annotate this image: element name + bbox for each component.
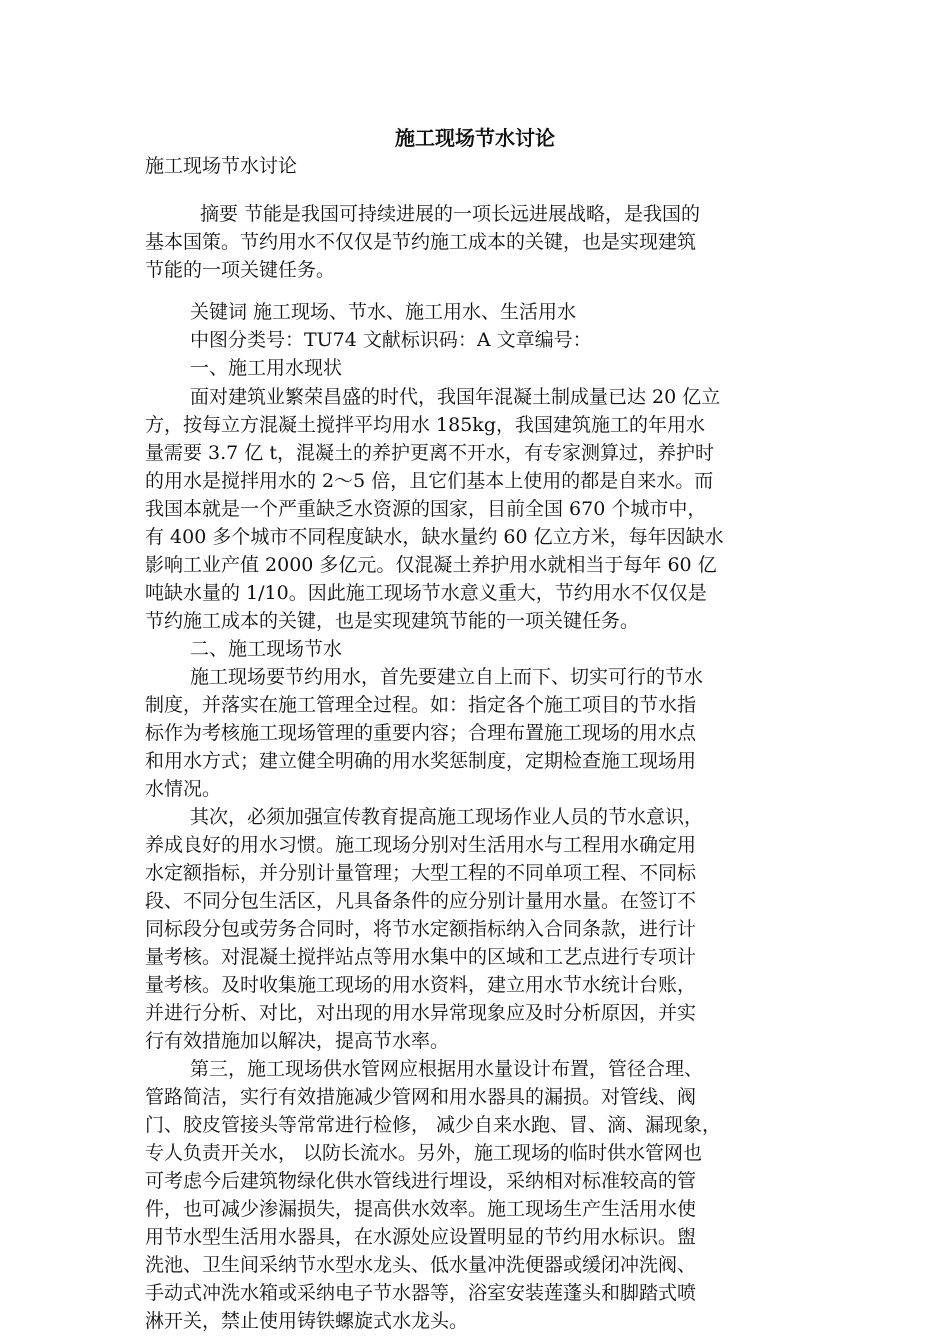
document-title: 施工现场节水讨论 <box>395 126 555 150</box>
paragraph-line: 吨缺水量的 1/10。因此施工现场节水意义重大，节约用水不仅仅是 <box>145 582 707 604</box>
paragraph-line: 节约施工成本的关键，也是实现建筑节能的一项关键任务。 <box>145 610 640 632</box>
paragraph-line: 可考虑今后建筑物绿化供水管线进行埋设，采纳相对标准较高的管 <box>145 1170 697 1192</box>
paragraph-line: 专人负责开关水， 以防长流水。另外，施工现场的临时供水管网也 <box>145 1142 703 1164</box>
paragraph-line: 节能的一项关键任务。 <box>145 259 336 281</box>
paragraph-line: 有 400 多个城市不同程度缺水，缺水量约 60 亿立方米，每年因缺水 <box>145 526 724 548</box>
paragraph-line: 影响工业产值 2000 多亿元。仅混凝土养护用水就相当于每年 60 亿 <box>145 554 717 576</box>
paragraph-line: 摘要 节能是我国可持续进展的一项长远进展战略，是我国的 <box>200 203 701 225</box>
paragraph-line: 量考核。及时收集施工现场的用水资料，建立用水节水统计台账， <box>145 974 697 996</box>
paragraph-line: 基本国策。节约用水不仅仅是节约施工成本的关键，也是实现建筑 <box>145 231 697 253</box>
paragraph-line: 面对建筑业繁荣昌盛的时代，我国年混凝土制成量已达 20 亿立 <box>190 386 721 408</box>
paragraph-line: 养成良好的用水习惯。施工现场分别对生活用水与工程用水确定用 <box>145 834 697 856</box>
paragraph-line: 施工现场要节约用水，首先要建立自上而下、切实可行的节水 <box>190 666 704 688</box>
paragraph-line: 一、施工用水现状 <box>190 357 343 379</box>
paragraph-line: 量考核。对混凝土搅拌站点等用水集中的区域和工艺点进行专项计 <box>145 946 697 968</box>
paragraph-line: 制度，并落实在施工管理全过程。如：指定各个施工项目的节水指 <box>145 694 697 716</box>
paragraph-line: 段、不同分包生活区，凡具备条件的应分别计量用水量。在签订不 <box>145 890 697 912</box>
paragraph-line: 的用水是搅拌用水的 2～5 倍，且它们基本上使用的都是自来水。而 <box>145 470 714 492</box>
paragraph-line: 二、施工现场节水 <box>190 638 343 660</box>
paragraph-line: 管路简洁，实行有效措施减少管网和用水器具的漏损。对管线、阀 <box>145 1086 697 1108</box>
paragraph-line: 方，按每立方混凝土搅拌平均用水 185kg，我国建筑施工的年用水 <box>145 414 705 436</box>
paragraph-line: 手动式冲洗水箱或采纳电子节水器等，浴室安装莲蓬头和脚踏式喷 <box>145 1282 697 1304</box>
paragraph-line: 和用水方式；建立健全明确的用水奖惩制度，定期检查施工现场用 <box>145 750 697 772</box>
document-subtitle: 施工现场节水讨论 <box>145 155 298 177</box>
paragraph-line: 并进行分析、对比，对出现的用水异常现象应及时分析原因，并实 <box>145 1002 697 1024</box>
paragraph-line: 水情况。 <box>145 778 222 800</box>
paragraph-line: 第三，施工现场供水管网应根据用水量设计布置，管径合理、 <box>190 1058 704 1080</box>
paragraph-line: 行有效措施加以解决，提高节水率。 <box>145 1030 450 1052</box>
paragraph-line: 同标段分包或劳务合同时，将节水定额指标纳入合同条款，进行计 <box>145 918 697 940</box>
paragraph-line: 淋开关，禁止使用铸铁螺旋式水龙头。 <box>145 1310 469 1332</box>
paragraph-line: 水定额指标，并分别计量管理；大型工程的不同单项工程、不同标 <box>145 862 697 884</box>
paragraph-line: 中图分类号：TU74 文献标识码：A 文章编号： <box>190 329 592 351</box>
paragraph-line: 门、胶皮管接头等常常进行检修， 减少自来水跑、冒、滴、漏现象， <box>145 1114 722 1136</box>
paragraph-line: 关键词 施工现场、节水、施工用水、生活用水 <box>190 301 577 323</box>
paragraph-line: 我国本就是一个严重缺乏水资源的国家，目前全国 670 个城市中， <box>145 498 707 520</box>
paragraph-line: 其次，必须加强宣传教育提高施工现场作业人员的节水意识， <box>190 806 704 828</box>
paragraph-line: 量需要 3.7 亿 t，混凝土的养护更离不开水，有专家测算过，养护时 <box>145 442 714 464</box>
paragraph-line: 标作为考核施工现场管理的重要内容；合理布置施工现场的用水点 <box>145 722 697 744</box>
paragraph-line: 用节水型生活用水器具，在水源处应设置明显的节约用水标识。盥 <box>145 1226 697 1248</box>
paragraph-line: 洗池、卫生间采纳节水型水龙头、低水量冲洗便器或缓闭冲洗阀、 <box>145 1254 697 1276</box>
paragraph-line: 件，也可减少渗漏损失，提高供水效率。施工现场生产生活用水使 <box>145 1198 697 1220</box>
